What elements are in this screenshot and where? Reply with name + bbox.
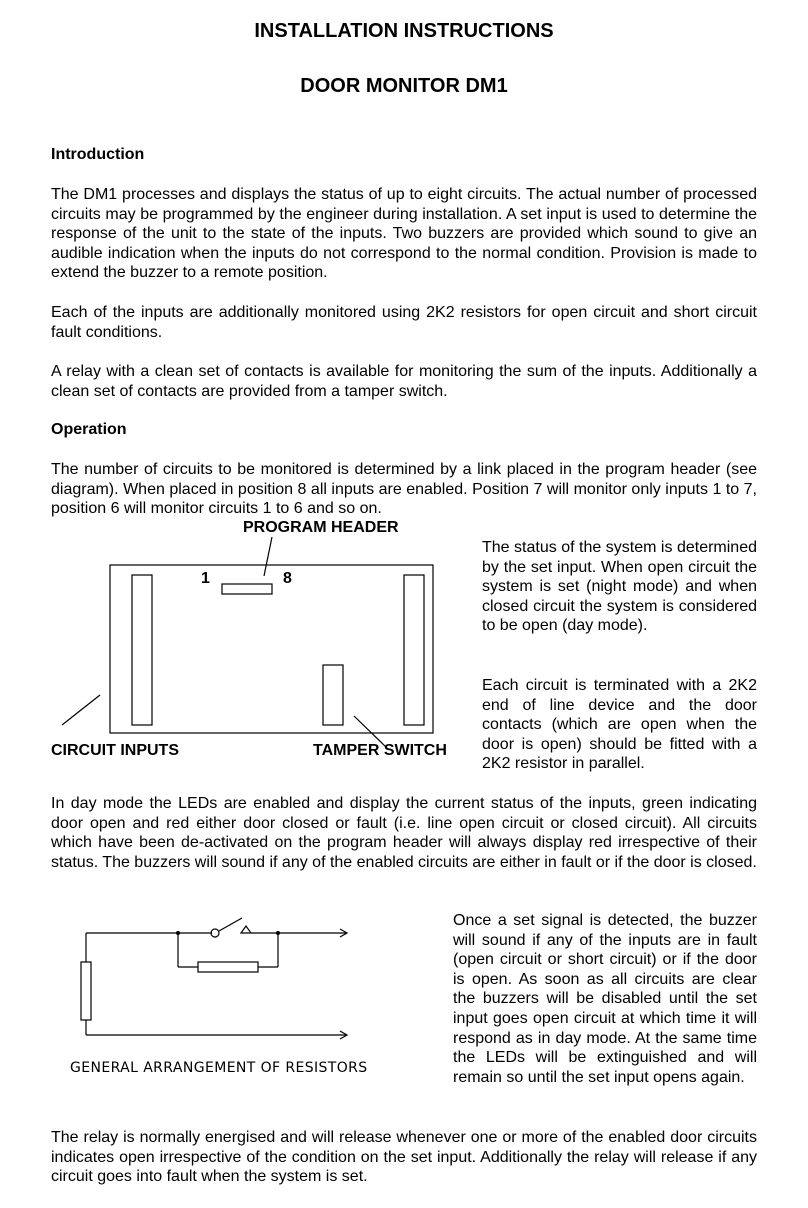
side-paragraph-set-signal: Once a set signal is detected, the buzzer will sound if any of the inputs are in fault (open circuit or short circuit) or if the door is open. As soon as all circuits are clear the buzzers will be disabled until the set input goes open circuit at which time it will respond as in day mode. At the same time the LEDs will be extinguished and will remain so until the set input opens again. [453,912,757,1086]
parallel-resistor [198,962,258,972]
intro-paragraph-3: A relay with a clean set of contacts is available for monitoring the sum of the inputs. Additionally a clean set of contacts are provided from a tamper switch. [51,363,757,400]
operation-paragraph-3: The relay is normally energised and will release whenever one or more of the enabled door circuits indicates open irrespective of the condition on the set input. Additionally the relay will release if any circuit goes into fault when the system is set. [51,1129,757,1186]
side-paragraph-termination: Each circuit is terminated with a 2K2 end of line device and the door contacts (which are open when the door is open) should be fitted with a 2K2 resistor in parallel. [482,677,757,773]
header-position-8: 8 [283,570,292,587]
intro-paragraph-1: The DM1 processes and displays the status of up to eight circuits. The actual number of processed circuits may be programmed by the engineer during installation. A set input is used to determine the response of the unit to the state of the inputs. Two buzzers are provided which sound to give an audible indication when the inputs do not correspond to the normal condition. Provision is made to extend the buzzer to a remote position. [51,186,757,282]
switch-blade [219,918,242,931]
operation-paragraph-1: The number of circuits to be monitored is determined by a link placed in the program header (see diagram). When placed in position 8 all inputs are enabled. Position 7 will monitor only inputs 1 to 7, position 6 will monitor circuits 1 to 6 and so on. [51,461,757,518]
document-title: INSTALLATION INSTRUCTIONS [254,20,554,42]
resistor-diagram-label: GENERAL ARRANGEMENT OF RESISTORS [70,1060,368,1076]
end-of-line-resistor [81,962,91,1020]
operation-paragraph-2: In day mode the LEDs are enabled and display the current status of the inputs, green indicating door open and red either door closed or fault (i.e. line open circuit or closed circuit). All circuits which have been de-activated on the program header will always display red irrespective of their status. The buzzers will sound if any of the enabled circuits are either in fault or if the door is closed. [51,795,757,871]
document-subtitle: DOOR MONITOR DM1 [300,75,508,97]
side-paragraph-status: The status of the system is determined by the set input. When open circuit the system is set (night mode) and when closed circuit the system is considered to be open (day mode). [482,539,757,635]
circuit-inputs-label: CIRCUIT INPUTS [51,742,179,759]
switch-contact [211,929,219,937]
tamper-switch-label: TAMPER SWITCH [313,742,447,759]
header-position-1: 1 [201,570,210,587]
program-header-label: PROGRAM HEADER [243,519,399,536]
intro-paragraph-2: Each of the inputs are additionally monitored using 2K2 resistors for open circuit and short circuit fault conditions. [51,304,757,341]
operation-heading: Operation [51,421,127,438]
introduction-heading: Introduction [51,146,145,163]
